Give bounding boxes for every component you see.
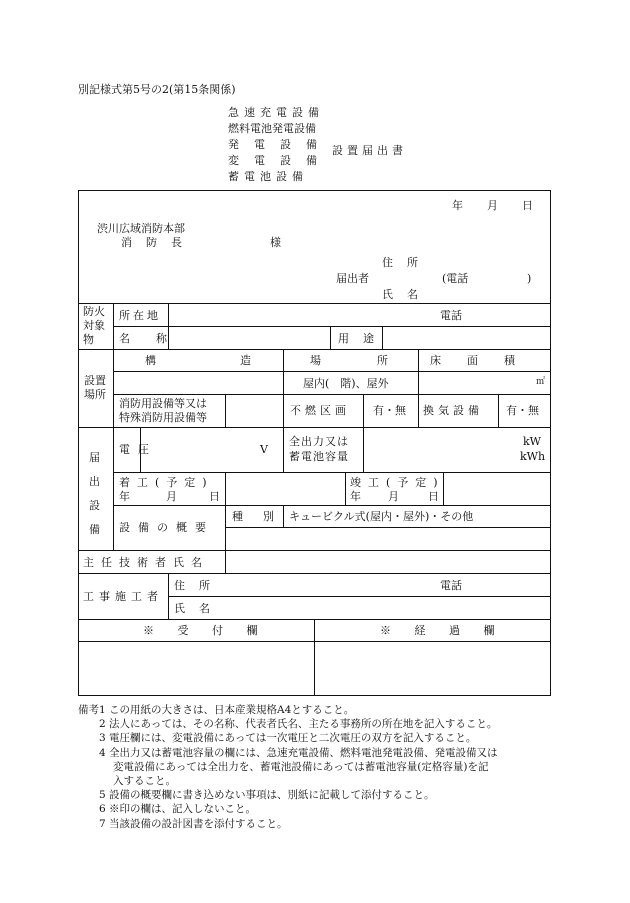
notes: [78, 703, 498, 831]
col-divider: [498, 394, 499, 427]
start-year: 年: [119, 490, 130, 503]
applicant-phone-label: (電話: [442, 272, 469, 285]
row-divider: [113, 326, 551, 327]
note-item-continuation: 入すること。: [113, 775, 176, 788]
reception-label: ※ 受 付 欄: [143, 624, 268, 637]
addressee-org: 渋川広域消防本部: [97, 222, 185, 235]
col-divider: [330, 326, 331, 349]
start-month: 月: [166, 490, 177, 503]
col-divider: [283, 349, 284, 472]
type-label: 種別: [232, 510, 294, 523]
progress-label: ※ 経 過 欄: [380, 624, 505, 637]
voltage-label: 電圧: [119, 443, 157, 456]
row-divider: [113, 371, 551, 372]
addressee-suffix: 様: [270, 236, 281, 249]
contractor-section-label: 工事施工者: [83, 590, 163, 603]
addressee-title: 消防長: [121, 236, 196, 249]
voltage-unit: V: [260, 443, 268, 456]
fireproof-label: 不燃区画: [290, 404, 350, 417]
fire-equipment-label-2: 特殊消防用設備等: [119, 411, 207, 424]
date-month-label: 月: [487, 199, 498, 212]
area-unit: ㎡: [536, 377, 546, 387]
target-section-label: 防火対象物: [83, 305, 105, 346]
contractor-address-label: 住所: [174, 579, 224, 592]
note-item: 5 設備の概要欄に書き込めない事項は、別紙に記載して添付すること。: [99, 789, 435, 802]
row-divider: [113, 472, 551, 473]
form-number: 別記様式第5号の2(第15条関係): [78, 83, 236, 96]
ventilation-label: 換気設備: [423, 404, 483, 417]
applicant-name-label: 氏名: [382, 288, 432, 301]
date-year-label: 年: [452, 199, 463, 212]
completion-day: 日: [428, 490, 439, 503]
date-day-label: 日: [522, 199, 533, 212]
row-divider: [78, 573, 551, 574]
completion-label: 竣工(予定): [350, 476, 445, 489]
contractor-name-label: 氏名: [174, 602, 224, 615]
place-value: 屋内( 階)、屋外: [303, 377, 389, 390]
note-item: 備考1 この用紙の大きさは、日本産業規格A4とすること。: [78, 704, 355, 716]
type-value: キュービクル式(屋内・屋外)・その他: [289, 510, 474, 523]
note-item: 7 当該設備の設計図書を添付すること。: [99, 817, 288, 830]
notes-prefix: 備考: [78, 704, 99, 716]
col-divider: [363, 394, 364, 427]
row-divider: [78, 427, 551, 428]
completion-year: 年: [350, 490, 361, 503]
chief-engineer-label: 主任技術者氏名: [83, 556, 209, 569]
start-day: 日: [209, 490, 220, 503]
row-divider: [78, 349, 551, 350]
structure-label: 構造: [145, 354, 335, 367]
row-divider: [113, 394, 551, 395]
equipment-section-label: 届出設備: [89, 451, 100, 536]
target-phone-label: 電話: [440, 309, 462, 322]
col-divider: [314, 619, 315, 696]
target-location-label: 所在地: [119, 309, 161, 322]
row-divider: [113, 505, 551, 506]
fireproof-choice: 有・無: [373, 404, 406, 417]
row-divider: [78, 303, 551, 304]
unit-kwh: kWh: [520, 450, 546, 463]
output-label-1: 全出力又は: [289, 435, 349, 448]
col-divider: [225, 472, 226, 573]
equipment-type-1: 急速充電設備: [228, 106, 324, 119]
note-item: 2 法人にあっては、その名称、代表者氏名、主たる事務所の所在地を記入すること。: [99, 718, 498, 731]
equipment-type-3: 発電設備: [228, 138, 332, 151]
note-item: 3 電圧欄には、変電設備にあっては一次電圧と二次電圧の双方を記入すること。: [99, 732, 477, 745]
fire-equipment-label-1: 消防用設備等又は: [119, 397, 207, 410]
completion-month: 月: [388, 490, 399, 503]
applicant-phone-close: ): [527, 272, 532, 285]
output-label-2: 蓄電池容量: [289, 450, 349, 463]
equipment-type-2: 燃料電池発電設備: [228, 122, 316, 135]
equipment-type-5: 蓄電池設備: [228, 170, 308, 183]
col-divider: [225, 394, 226, 427]
target-use-label: 用途: [338, 332, 388, 345]
row-divider: [78, 550, 551, 551]
equipment-type-4: 変電設備: [228, 154, 332, 167]
place-label: 場所: [310, 354, 444, 367]
col-divider: [168, 573, 169, 619]
applicant-label: 届出者: [336, 272, 369, 285]
ventilation-choice: 有・無: [506, 404, 539, 417]
site-section-label: 設置場所: [84, 374, 106, 401]
applicant-address-label: 住所: [382, 256, 432, 269]
target-name-label: 名称: [119, 332, 193, 345]
contractor-phone-label: 電話: [440, 579, 462, 592]
row-divider: [168, 596, 551, 597]
floor-area-label: 床面積: [430, 354, 541, 367]
col-divider: [113, 303, 114, 550]
start-label: 着工(予定): [119, 476, 214, 489]
note-item-continuation: 変電設備にあっては全出力を、蓄電池設備にあっては蓄電池容量(定格容量)を記: [113, 760, 489, 773]
col-divider: [345, 472, 346, 505]
overview-label: 設備の概要: [119, 521, 214, 534]
col-divider: [363, 427, 364, 472]
note-item: 6 ※印の欄は、記入しないこと。: [99, 803, 257, 816]
note-item: 4 全出力又は蓄電池容量の欄には、急速充電設備、燃料電池発電設備、発電設備又は: [99, 746, 498, 759]
row-divider: [225, 527, 551, 528]
doc-title: 設置届出書: [332, 144, 407, 157]
unit-kw: kW: [523, 435, 541, 448]
